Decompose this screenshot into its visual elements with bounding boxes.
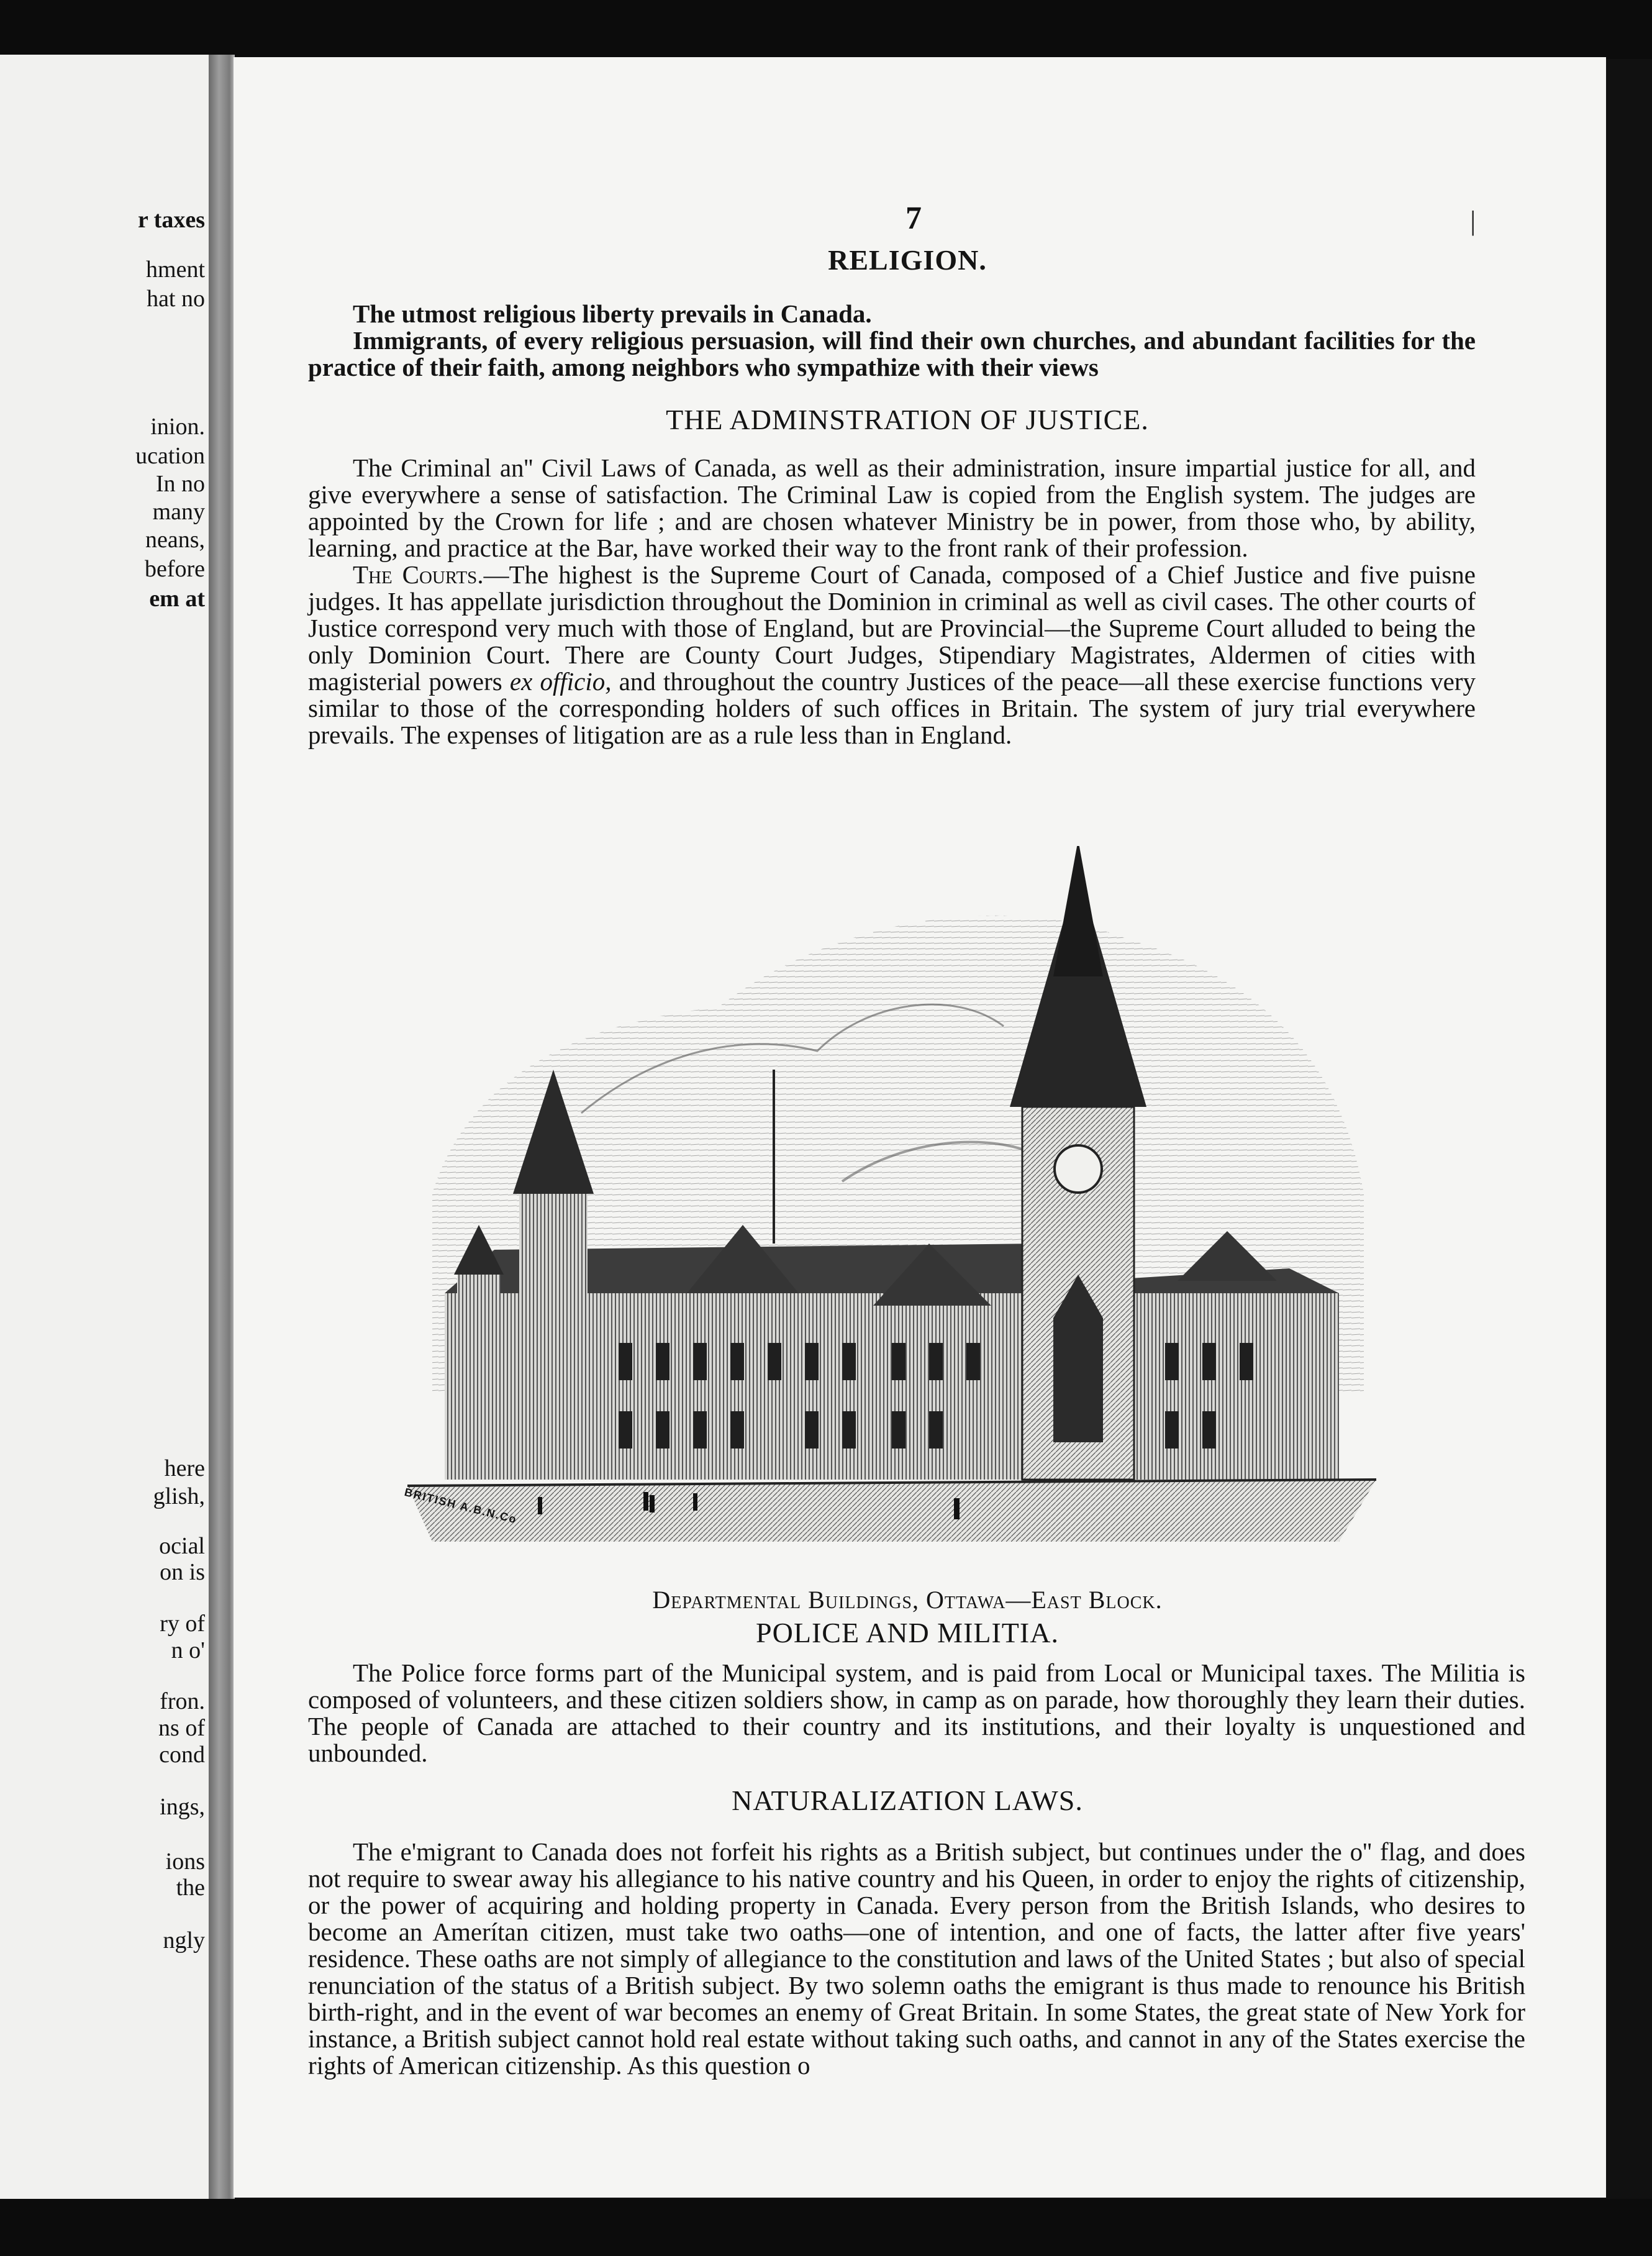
- left-page-fragment: ocial: [159, 1533, 205, 1559]
- left-page-fragment: ns of: [158, 1715, 205, 1741]
- left-page-fragment: ions: [165, 1849, 205, 1875]
- left-page-fragment: ngly: [163, 1927, 205, 1954]
- left-page-fragment: In no: [155, 471, 205, 497]
- left-page-fragment: here: [164, 1455, 205, 1481]
- courts-paragraph: [308, 562, 1476, 748]
- left-page-fragment: the: [176, 1875, 205, 1901]
- left-page-fragment: glish,: [153, 1483, 205, 1509]
- departmental-buildings-engraving: [395, 846, 1389, 1579]
- religion-line-2: Immigrants, of every religious persuasion, will find their own churches, and abundant facilities for the practice of their faith, among neighbors who sympathize with their views: [308, 326, 1476, 381]
- justice-heading: THE ADMINSTRATION OF JUSTICE.: [666, 404, 1149, 435]
- naturalization-paragraph: The e'migrant to Canada does not forfeit his rights as a British subject, but continues under the o'' flag, and does not require to swear away his allegiance to his native country and his Queen, in order to enjoy the rights of citizenship, or the power of acquiring and holding property in Canada. Every person from the British Islands, who desires to become an Amerítan citizen, must take two oaths—one of intention, and one of facts, the latter after five years' residence. These oaths are not simply of allegiance to the constitution and laws of the United States ; but also of special renunciation of the status of a British subject. By two solemn oaths the emigrant is thus made to renounce his British birth-right, and in the event of war becomes an enemy of Great Britain. In some States, the great state of New York for instance, a British subject cannot hold real estate without taking such oaths, and cannot in any of the States exercise the rights of American citizenship. As this question o: [308, 1837, 1525, 2080]
- left-page-fragment: inion.: [150, 414, 205, 440]
- religion-text: [308, 301, 1476, 381]
- ex-officio: ex officio,: [509, 667, 612, 696]
- religion-line-1: The utmost religious liberty prevails in Canada.: [353, 299, 872, 328]
- police-text: [308, 1660, 1525, 1767]
- naturalization-text: [308, 1839, 1525, 2079]
- corner-mark: |: [1470, 206, 1476, 236]
- left-page-fragment: r taxes: [138, 207, 205, 233]
- police-paragraph: The Police force forms part of the Municipal system, and is paid from Local or Municipal taxes. The Militia is composed of volunteers, and these citizen soldiers show, in camp as on parade, how thoroughly they learn their duties. The people of Canada are attached to their country and its institutions, and their loyalty is unquestioned and unbounded.: [308, 1658, 1525, 1767]
- courts-text-b: and throughout the country Justices of the peace—all these exercise functions very similar to those of the corresponding holders of such offices in Britain. The system of jury trial everywhere prevails. The expenses of litigation are as a rule less than in England.: [308, 667, 1476, 749]
- left-page-fragment: ucation: [135, 443, 205, 469]
- left-page-fragment: fron.: [160, 1688, 205, 1714]
- left-page-fragment: hat no: [147, 286, 205, 312]
- scan-border-top: [0, 0, 1652, 59]
- book-binding: [209, 55, 235, 2205]
- religion-heading: RELIGION.: [828, 244, 987, 276]
- left-page-fragment: many: [152, 499, 205, 525]
- previous-page-strip: [0, 55, 211, 2204]
- left-page-fragment: n o': [171, 1637, 205, 1663]
- justice-paragraph-1: The Criminal an'' Civil Laws of Canada, as well as their administration, insure impartial justice for all, and give everywhere a sense of satisfaction. The Criminal Law is copied from the English system. The judges are appointed by the Crown for life ; and are chosen whatever Ministry be in power, from those who, by ability, learning, and practice at the Bar, have worked their way to the front rank of their profession.: [308, 453, 1476, 562]
- book-page: [234, 57, 1606, 2198]
- naturalization-heading: NATURALIZATION LAWS.: [732, 1785, 1083, 1816]
- page-number: 7: [905, 201, 922, 236]
- left-page-fragment: ings,: [160, 1794, 205, 1820]
- courts-label: The Courts.: [353, 560, 484, 589]
- left-page-fragment: on is: [160, 1559, 205, 1585]
- engraver-signature: BRITISH A.B.N.Co: [403, 1486, 519, 1526]
- left-page-fragment: hment: [146, 257, 205, 283]
- courts-text-a: —The highest is the Supreme Court of Canada, composed of a Chief Justice and five puisne judges. It has appellate jurisdiction throughout the Dominion in criminal as well as civil cases. The other courts of Justice correspond very much with those of England, but are Provincial—the Supreme Court alluded to being the only Dominion Court. There are County Court Judges, Stipendiary Magistrates, Aldermen of cities with magisterial powers: [308, 560, 1476, 696]
- left-page-fragment: em at: [149, 586, 205, 612]
- scan-border-bottom: [0, 2199, 1652, 2256]
- left-page-fragment: neans,: [145, 527, 205, 553]
- left-page-fragment: cond: [159, 1742, 205, 1768]
- police-heading: POLICE AND MILITIA.: [756, 1617, 1059, 1649]
- illustration-caption: Departmental Buildings, Ottawa—East Block.: [652, 1586, 1163, 1614]
- left-page-fragment: before: [144, 556, 205, 582]
- left-page-fragment: ry of: [160, 1611, 205, 1637]
- justice-text: [308, 455, 1476, 748]
